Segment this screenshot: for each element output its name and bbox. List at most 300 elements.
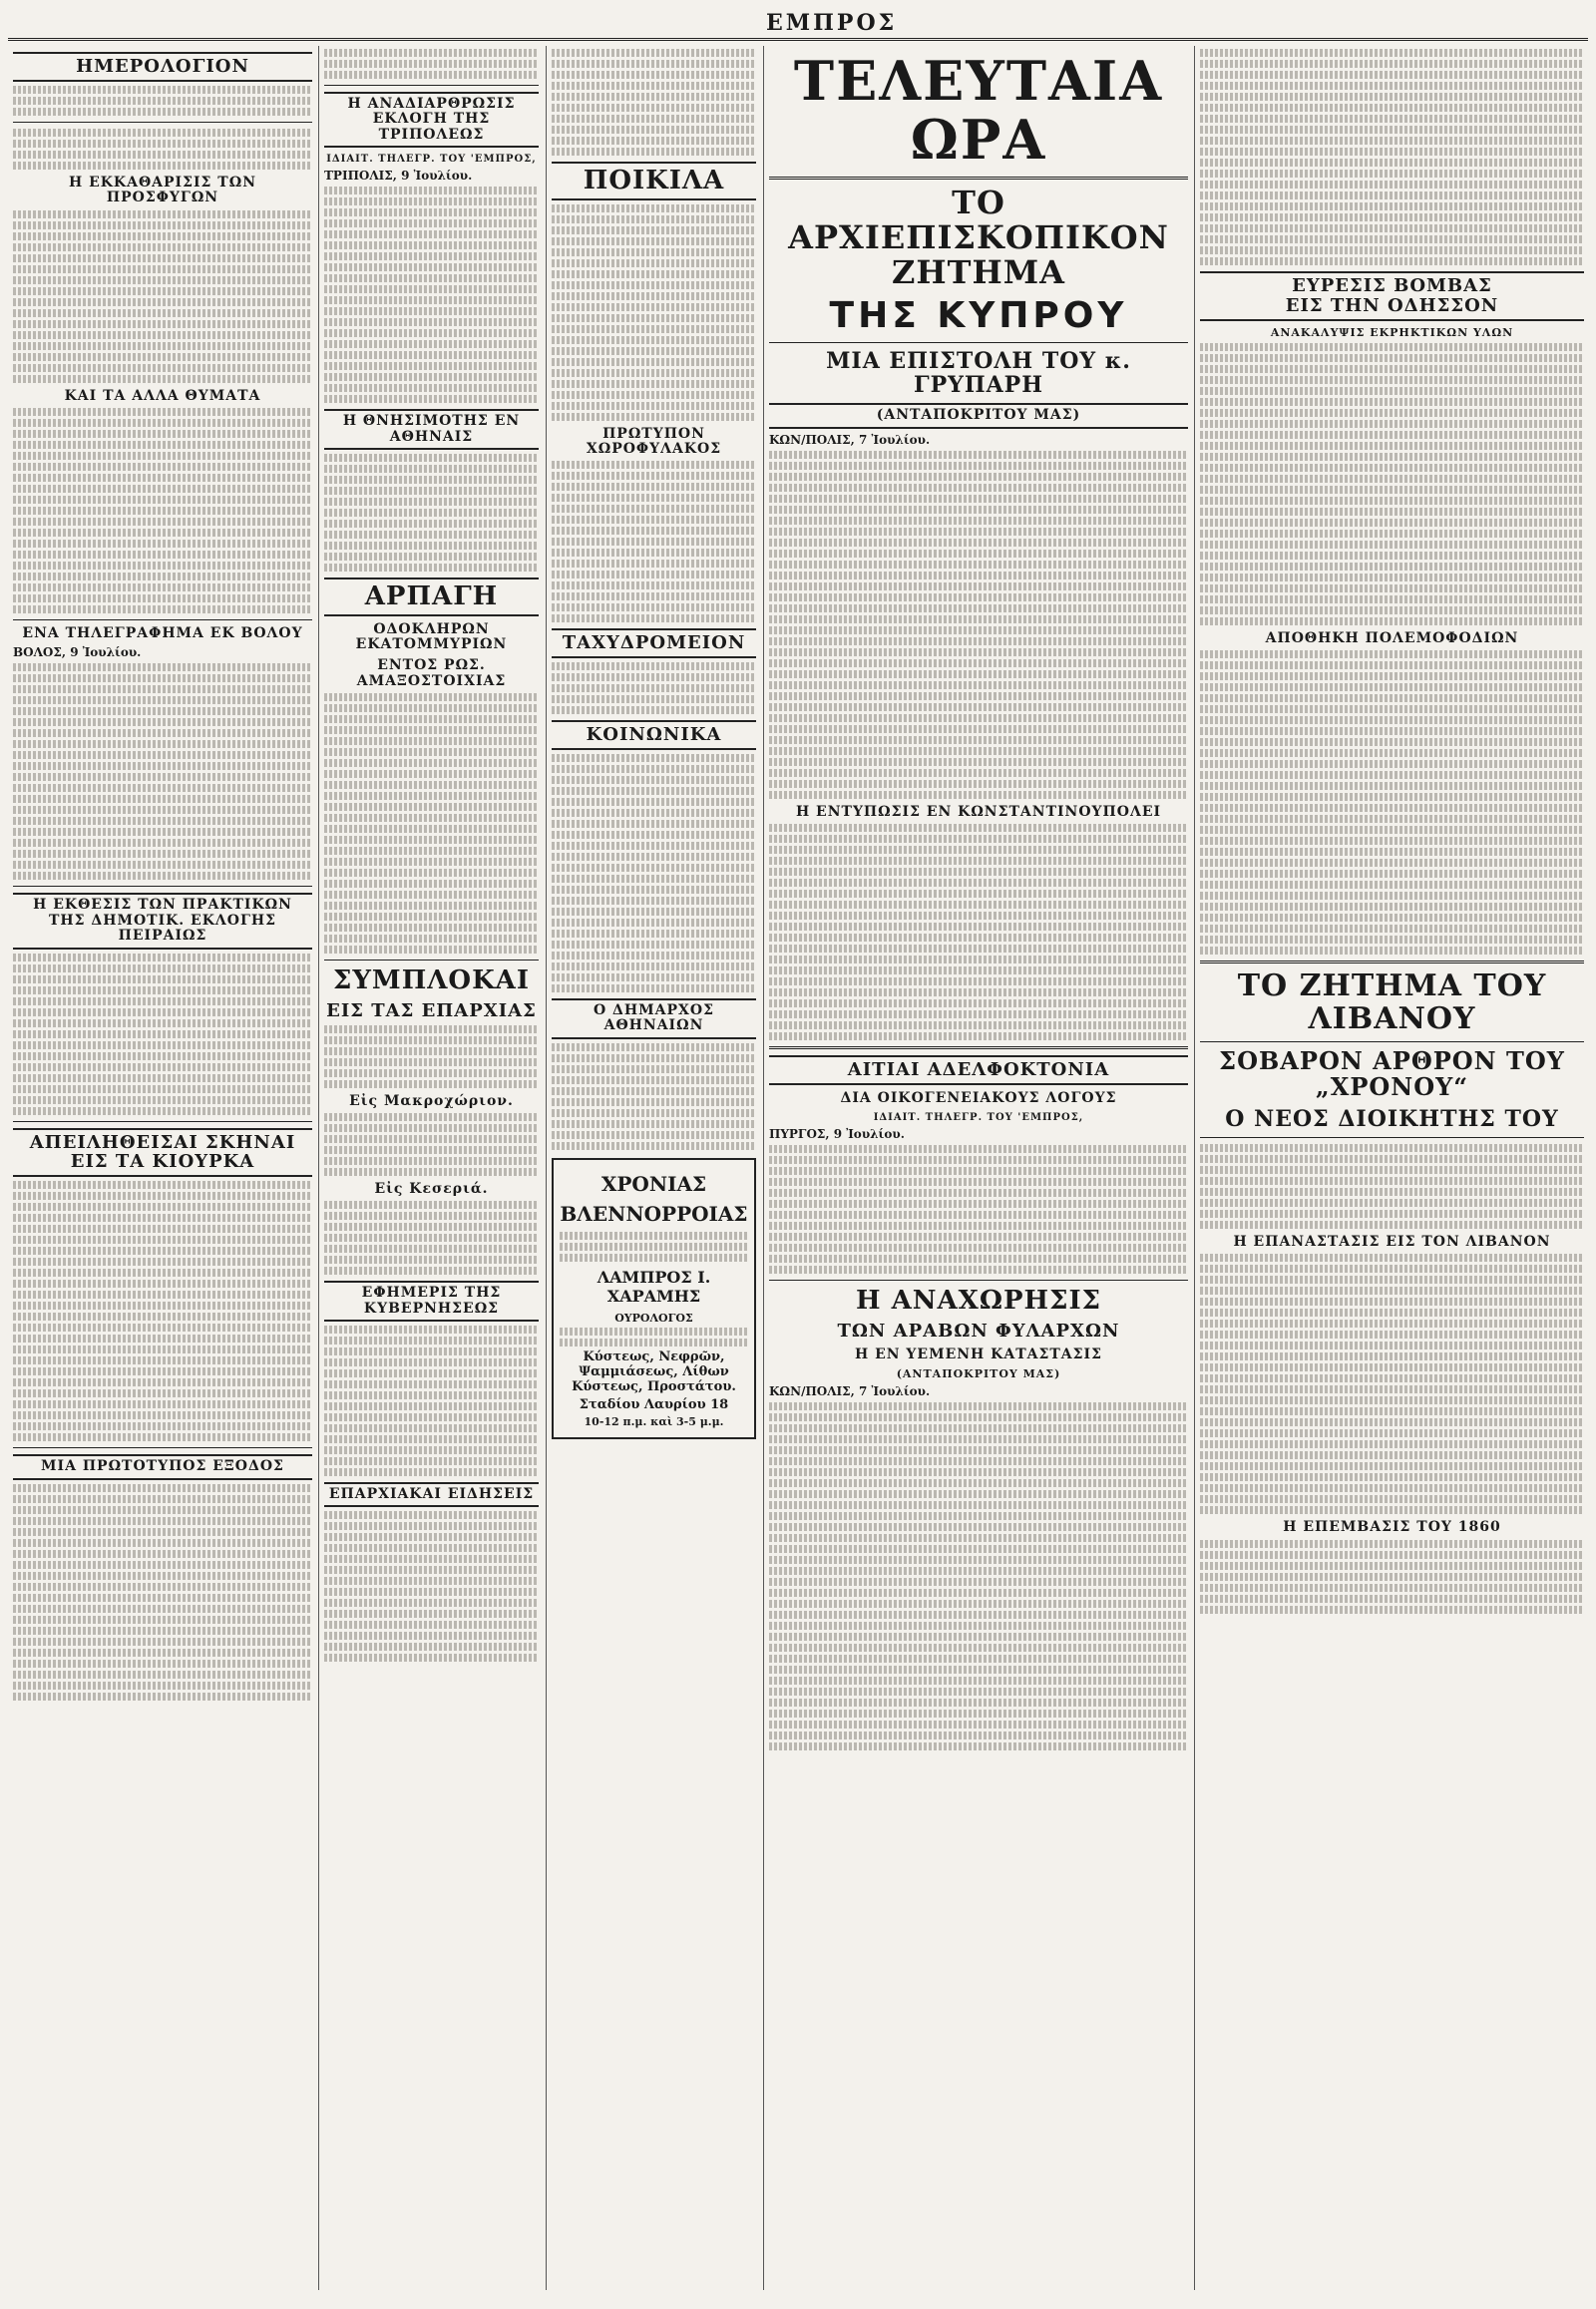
text-line — [324, 715, 539, 723]
text-line — [1200, 1540, 1584, 1548]
text-line — [1200, 606, 1584, 614]
text-line — [1200, 672, 1584, 680]
text-line — [13, 583, 312, 591]
text-line — [324, 1201, 539, 1209]
text-line — [13, 839, 312, 847]
text-line — [1200, 738, 1584, 746]
text-line — [324, 1047, 539, 1055]
text-line — [13, 795, 312, 803]
text-line — [769, 934, 1188, 942]
epistoli-heading: ΜΙΑ ΕΠΙΣΤΟΛΗ ΤΟΥ κ. ΓΡΥΠΑΡΗ — [826, 347, 1131, 399]
text-line — [1200, 376, 1584, 384]
text-line — [1200, 1407, 1584, 1415]
text-line — [13, 1291, 312, 1299]
text-line — [552, 237, 756, 245]
text-line — [324, 1643, 539, 1651]
column-rule — [763, 46, 764, 2290]
text-line — [13, 1572, 312, 1580]
text-line — [324, 792, 539, 800]
text-line — [552, 204, 756, 212]
text-line — [324, 241, 539, 249]
text-line — [1200, 1155, 1584, 1163]
text-line — [13, 518, 312, 526]
anaxorisis-heading-1: Η ΑΝΑΧΩΡΗΣΙΣ — [855, 1286, 1102, 1317]
text-line — [769, 517, 1188, 525]
text-line — [769, 868, 1188, 876]
text-line — [324, 946, 539, 954]
text-line — [1200, 148, 1584, 156]
text-line — [13, 86, 312, 94]
text-line — [769, 1523, 1188, 1531]
text-line — [324, 1080, 539, 1088]
text-line — [324, 891, 539, 899]
text-line — [1200, 1342, 1584, 1349]
text-line — [769, 956, 1188, 963]
text-line — [1200, 1309, 1584, 1317]
text-line — [13, 1594, 312, 1602]
text-line — [552, 1065, 756, 1073]
text-line — [769, 857, 1188, 865]
text-line — [1200, 848, 1584, 856]
text-line — [324, 219, 539, 227]
text-line — [324, 373, 539, 381]
text-line — [324, 1212, 539, 1220]
text-line — [552, 673, 756, 681]
text-line — [552, 402, 756, 410]
text-line — [1200, 1298, 1584, 1306]
text-line — [769, 1266, 1188, 1274]
text-line — [769, 648, 1188, 656]
text-line — [769, 1255, 1188, 1263]
text-line — [1200, 1210, 1584, 1218]
text-line — [13, 1660, 312, 1668]
text-line — [13, 375, 312, 383]
text-line — [769, 550, 1188, 558]
text-line — [324, 1113, 539, 1121]
text-line — [769, 1479, 1188, 1487]
text-line — [769, 703, 1188, 711]
text-line — [13, 1302, 312, 1310]
text-line — [324, 307, 539, 315]
eparxias-heading: ΕΙΣ ΤΑΣ ΕΠΑΡΧΙΑΣ — [326, 999, 537, 1021]
text-line — [13, 1192, 312, 1200]
text-line — [552, 908, 756, 916]
text-line — [13, 474, 312, 482]
yemeni-heading: Η ΕΝ ΥΕΜΕΝΗ ΚΑΤΑΣΤΑΣΙΣ — [854, 1346, 1102, 1362]
text-line — [13, 265, 312, 273]
heading-line: ΑΠΕΙΛΗΘΕΙΣΑΙ ΣΚΗΝΑΙ — [29, 1131, 296, 1153]
text-line — [1200, 892, 1584, 900]
text-line — [324, 1621, 539, 1629]
text-line — [769, 1721, 1188, 1729]
text-line — [13, 140, 312, 148]
text-line — [1200, 749, 1584, 757]
text-line — [552, 461, 756, 469]
text-line — [324, 351, 539, 359]
text-line — [324, 1391, 539, 1399]
text-line — [769, 1666, 1188, 1674]
text-line — [13, 1528, 312, 1536]
text-line — [552, 347, 756, 355]
text-line — [13, 254, 312, 262]
text-line — [324, 1544, 539, 1552]
text-line — [1200, 1265, 1584, 1273]
text-line — [324, 1402, 539, 1410]
text-line — [13, 1280, 312, 1288]
text-line — [769, 791, 1188, 799]
text-line — [769, 1233, 1188, 1241]
text-line — [1200, 881, 1584, 889]
text-line — [552, 1043, 756, 1051]
adelfoktonia-heading: ΑΙΤΙΑΙ ΑΔΕΛΦΟΚΤΟΝΙΑ — [769, 1055, 1188, 1085]
text-line — [552, 571, 756, 578]
text-line — [324, 498, 539, 506]
text-line — [1200, 354, 1584, 362]
divider — [769, 1046, 1188, 1049]
epemvasis-heading: Η ΕΠΕΜΒΑΣΙΣ ΤΟΥ 1860 — [1283, 1519, 1501, 1536]
text-line — [1200, 870, 1584, 878]
text-line — [769, 1424, 1188, 1432]
text-line — [552, 549, 756, 557]
text-line — [13, 784, 312, 792]
text-line — [13, 151, 312, 159]
text-line — [13, 729, 312, 737]
text-line — [13, 1063, 312, 1071]
text-line — [1200, 584, 1584, 592]
text-line — [13, 1484, 312, 1492]
text-line — [1200, 104, 1584, 112]
text-line — [1200, 235, 1584, 243]
text-line — [13, 817, 312, 825]
text-line — [13, 1671, 312, 1679]
text-line — [324, 803, 539, 811]
text-line — [769, 692, 1188, 700]
text-line — [13, 1074, 312, 1082]
text-line — [552, 809, 756, 817]
text-line — [769, 1732, 1188, 1739]
text-line — [769, 747, 1188, 755]
text-line — [560, 1254, 748, 1262]
text-line — [324, 869, 539, 877]
text-line — [769, 1742, 1188, 1750]
text-line — [769, 462, 1188, 470]
text-line — [324, 252, 539, 260]
text-line — [13, 663, 312, 671]
text-line — [1200, 914, 1584, 922]
text-line — [552, 126, 756, 134]
text-line — [552, 49, 756, 57]
divider — [769, 177, 1188, 180]
text-line — [552, 684, 756, 692]
athinais-heading: Η ΘΝΗΣΙΜΟΤΗΣ ΕΝ ΑΘΗΝΑΙΣ — [324, 409, 539, 450]
text-line — [552, 281, 756, 289]
text-line — [324, 1157, 539, 1165]
text-line — [13, 740, 312, 748]
text-line — [769, 484, 1188, 492]
text-line — [769, 637, 1188, 645]
text-line — [13, 1627, 312, 1635]
text-line — [1200, 159, 1584, 167]
text-line — [552, 494, 756, 502]
text-line — [769, 912, 1188, 920]
text-line — [560, 1243, 748, 1251]
text-line — [552, 303, 756, 311]
text-line — [1200, 453, 1584, 461]
divider — [324, 960, 539, 961]
text-line — [324, 564, 539, 572]
text-line — [324, 880, 539, 888]
text-line — [552, 369, 756, 377]
text-line — [769, 681, 1188, 689]
text-line — [13, 751, 312, 759]
text-line — [769, 473, 1188, 481]
text-line — [13, 707, 312, 715]
text-line — [324, 329, 539, 337]
text-line — [13, 1517, 312, 1525]
text-line — [324, 1424, 539, 1432]
text-line — [324, 1058, 539, 1066]
text-line — [769, 528, 1188, 536]
text-line — [1200, 650, 1584, 658]
text-line — [552, 270, 756, 278]
text-line — [324, 1610, 539, 1618]
text-line — [769, 593, 1188, 601]
text-line — [324, 1069, 539, 1077]
text-line — [13, 1203, 312, 1211]
text-line — [769, 495, 1188, 503]
text-line — [1200, 1473, 1584, 1481]
text-line — [324, 1555, 539, 1563]
text-line — [552, 560, 756, 568]
text-line — [13, 1085, 312, 1093]
text-line — [552, 336, 756, 344]
text-line — [324, 487, 539, 495]
entos-heading: ΕΝΤΟΣ ΡΩΣ. ΑΜΑΞΟΣΤΟΙΧΙΑΣ — [356, 657, 507, 689]
text-line — [13, 353, 312, 361]
text-line — [1200, 1199, 1584, 1207]
text-line — [324, 1511, 539, 1519]
text-line — [769, 1644, 1188, 1652]
bombs-subheading: ΑΝΑΚΑΛΥΨΙΣ ΕΚΡΗΚΤΙΚΩΝ ΥΛΩΝ — [1270, 325, 1514, 339]
text-line — [1200, 760, 1584, 768]
text-line — [1200, 1440, 1584, 1448]
text-line — [13, 1335, 312, 1343]
text-line — [769, 1710, 1188, 1718]
text-line — [1200, 475, 1584, 483]
text-line — [13, 605, 312, 613]
okolakis-heading: ΟΔΟΚΛΗΡΩΝ ΕΚΑΤΟΜΜΥΡΙΩΝ — [355, 620, 508, 652]
text-line — [1200, 420, 1584, 428]
text-line — [552, 592, 756, 600]
text-line — [769, 846, 1188, 854]
text-line — [324, 693, 539, 701]
text-line — [324, 1380, 539, 1388]
text-line — [769, 1457, 1188, 1465]
text-line — [1200, 771, 1584, 779]
text-line — [1200, 398, 1584, 406]
text-line — [324, 1025, 539, 1033]
heading-line: ΕΥΡΕΣΙΣ ΒΟΜΒΑΣ — [1292, 275, 1492, 296]
text-line — [1200, 1188, 1584, 1196]
text-line — [1200, 936, 1584, 944]
efimeris-heading: ΕΦΗΜΕΡΙΣ ΤΗΣ ΚΥΒΕΡΝΗΣΕΩΣ — [324, 1281, 539, 1322]
text-line — [324, 1036, 539, 1044]
ekthesis-heading — [13, 893, 312, 949]
text-line — [769, 879, 1188, 887]
text-line — [1200, 903, 1584, 911]
text-line — [1200, 1287, 1584, 1295]
text-line — [552, 831, 756, 839]
text-line — [13, 287, 312, 295]
text-line — [1200, 1331, 1584, 1339]
text-line — [1200, 1166, 1584, 1174]
text-line — [13, 210, 312, 218]
text-line — [1200, 595, 1584, 603]
text-line — [324, 1632, 539, 1640]
text-line — [324, 1124, 539, 1132]
text-line — [552, 897, 756, 905]
text-line — [1200, 519, 1584, 527]
text-line — [552, 413, 756, 421]
text-line — [324, 902, 539, 910]
text-line — [1200, 1352, 1584, 1360]
text-line — [13, 129, 312, 137]
epanastaseis-heading: Η ΕΠΑΝΑΣΤΑΣΙΣ ΕΙΣ ΤΟΝ ΛΙΒΑΝΟΝ — [1233, 1234, 1551, 1251]
text-line — [552, 695, 756, 703]
text-line — [1200, 1221, 1584, 1229]
text-line — [769, 1545, 1188, 1553]
text-line — [769, 626, 1188, 634]
text-line — [324, 1245, 539, 1253]
text-line — [552, 787, 756, 795]
text-line — [324, 1369, 539, 1377]
text-line — [1200, 782, 1584, 790]
text-line — [324, 781, 539, 789]
koinonika-heading: ΚΟΙΝΩΝΙΚΑ — [552, 720, 756, 750]
text-line — [769, 1622, 1188, 1630]
text-line — [560, 1328, 748, 1336]
makrohorion-heading: Εἰς Μακροχώριον. — [349, 1092, 514, 1109]
text-line — [13, 331, 312, 339]
text-line — [769, 714, 1188, 722]
text-line — [769, 582, 1188, 590]
text-line — [769, 1021, 1188, 1029]
text-line — [13, 1389, 312, 1397]
text-line — [1200, 563, 1584, 571]
text-line — [552, 527, 756, 535]
text-line — [552, 842, 756, 850]
text-line — [13, 320, 312, 328]
text-line — [769, 1244, 1188, 1252]
imerologio-heading: ΗΜΕΡΟΛΟΓΙΟΝ — [13, 52, 312, 82]
text-line — [1200, 115, 1584, 123]
text-line — [324, 1588, 539, 1596]
text-line — [13, 485, 312, 493]
text-line — [324, 1457, 539, 1465]
text-line — [552, 706, 756, 714]
text-line — [1200, 1484, 1584, 1492]
text-line — [769, 1699, 1188, 1707]
text-line — [769, 780, 1188, 788]
livanou-heading: ΤΟ ΖΗΤΗΜΑ ΤΟΥ ΛΙΒΑΝΟΥ — [1237, 968, 1547, 1037]
text-line — [13, 562, 312, 570]
text-line — [1200, 409, 1584, 417]
text-line — [1200, 246, 1584, 254]
text-line — [324, 913, 539, 921]
zitima-heading: ΤΟ ΑΡΧΙΕΠΙΣΚΟΠΙΚΟΝ ΖΗΤΗΜΑ — [788, 183, 1169, 292]
text-line — [552, 325, 756, 333]
text-line — [13, 964, 312, 972]
text-line — [1200, 365, 1584, 373]
text-line — [552, 875, 756, 883]
text-line — [552, 765, 756, 773]
text-line — [13, 221, 312, 229]
text-line — [769, 758, 1188, 766]
text-line — [552, 919, 756, 927]
text-line — [324, 1654, 539, 1662]
text-line — [13, 954, 312, 962]
text-line — [324, 274, 539, 282]
text-line — [324, 520, 539, 528]
text-line — [324, 395, 539, 403]
text-line — [13, 551, 312, 559]
text-line — [769, 1600, 1188, 1608]
ad-doctor-address: Σταδίου Λαυρίου 18 — [579, 1396, 729, 1412]
text-line — [552, 226, 756, 234]
text-line — [769, 1578, 1188, 1586]
text-line — [13, 452, 312, 460]
text-line — [769, 1402, 1188, 1410]
text-line — [13, 1367, 312, 1375]
text-line — [324, 748, 539, 756]
heading-line: Η ΕΚΘΕΣΙΣ ΤΩΝ ΠΡΑΚΤΙΚΩΝ — [33, 897, 292, 914]
text-line — [769, 835, 1188, 843]
text-line — [552, 581, 756, 589]
text-line — [324, 704, 539, 712]
text-line — [324, 340, 539, 348]
text-line — [13, 1096, 312, 1104]
text-line — [1200, 224, 1584, 232]
text-line — [769, 1677, 1188, 1685]
text-line — [324, 825, 539, 833]
text-line — [769, 1490, 1188, 1498]
text-line — [1200, 486, 1584, 494]
text-line — [552, 259, 756, 267]
taxydromeion-heading: ΤΑΧΥΔΡΟΜΕΙΟΝ — [552, 628, 756, 658]
newspaper-title: ΕΜΠΡΟΣ — [766, 10, 898, 36]
text-line — [552, 314, 756, 322]
text-line — [13, 298, 312, 306]
text-line — [769, 901, 1188, 909]
divider — [1200, 1041, 1584, 1042]
text-line — [13, 1346, 312, 1353]
text-line — [13, 97, 312, 105]
kaser-heading: Εἰς Κεσεριά. — [374, 1180, 489, 1197]
text-line — [769, 1167, 1188, 1175]
column-rule — [318, 46, 319, 2290]
text-line — [324, 1168, 539, 1176]
text-line — [769, 561, 1188, 569]
text-line — [324, 296, 539, 304]
text-line — [1200, 387, 1584, 395]
divider — [13, 122, 312, 123]
text-line — [552, 941, 756, 949]
text-line — [13, 1616, 312, 1624]
text-line — [13, 309, 312, 317]
text-line — [552, 93, 756, 101]
tripolis-label: ΙΔΙΑΙΤ. ΤΗΛΕΓΡ. ΤΟΥ 'ΕΜΠΡΟΣ, — [326, 154, 537, 166]
text-line — [13, 975, 312, 983]
